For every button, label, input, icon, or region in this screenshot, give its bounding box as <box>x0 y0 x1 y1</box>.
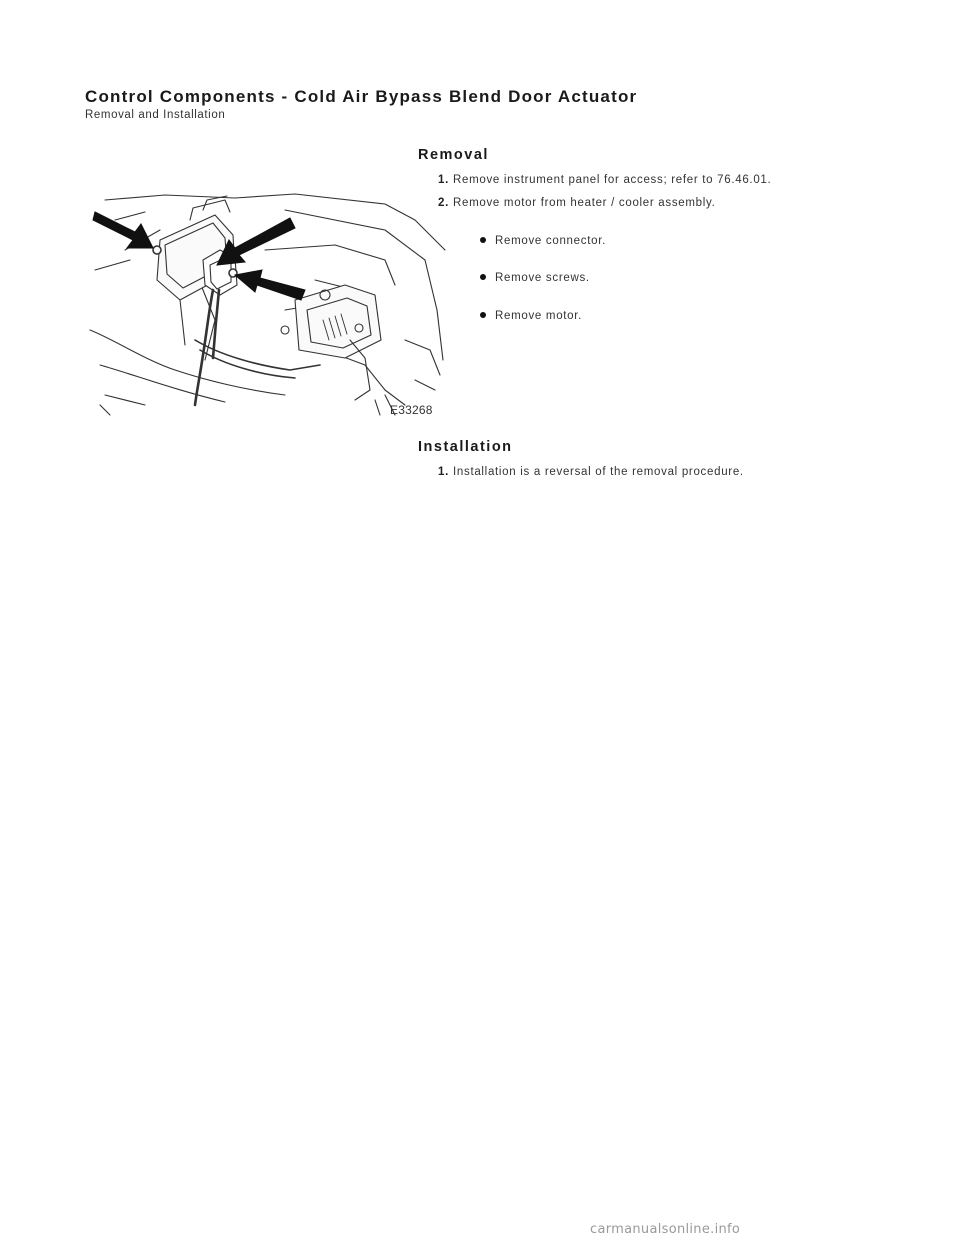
figure-label: E33268 <box>390 403 433 417</box>
bullet-icon <box>480 237 486 243</box>
installation-step-1-number: 1. <box>438 466 449 478</box>
bullet-text: Remove motor. <box>495 310 583 322</box>
bullet-text: Remove connector. <box>495 235 606 247</box>
page-title: Control Components - Cold Air Bypass Blend Door Actuator <box>85 87 638 106</box>
bullet-icon <box>480 312 486 318</box>
removal-bullet-connector <box>480 235 606 247</box>
bullet-text: Remove screws. <box>495 272 590 284</box>
actuator-illustration <box>85 190 447 418</box>
removal-step-2-text: Remove motor from heater / cooler assembly. <box>453 197 716 209</box>
page-subtitle: Removal and Installation <box>85 109 226 121</box>
removal-heading: Removal <box>418 147 489 163</box>
removal-step-1-text: Remove instrument panel for access; refer to 76.46.01. <box>453 174 772 186</box>
removal-step-2-number: 2. <box>438 197 449 209</box>
bullet-icon <box>480 274 486 280</box>
installation-step-1 <box>438 466 744 478</box>
installation-step-1-text: Installation is a reversal of the removal procedure. <box>453 466 744 478</box>
removal-step-2 <box>438 197 716 209</box>
removal-step-1 <box>438 174 771 186</box>
removal-step-1-number: 1. <box>438 174 449 186</box>
watermark-link[interactable]: carmanualsonline.info <box>590 1222 741 1237</box>
installation-heading: Installation <box>418 439 513 455</box>
removal-bullet-screws <box>480 272 590 284</box>
removal-bullet-motor <box>480 310 582 322</box>
